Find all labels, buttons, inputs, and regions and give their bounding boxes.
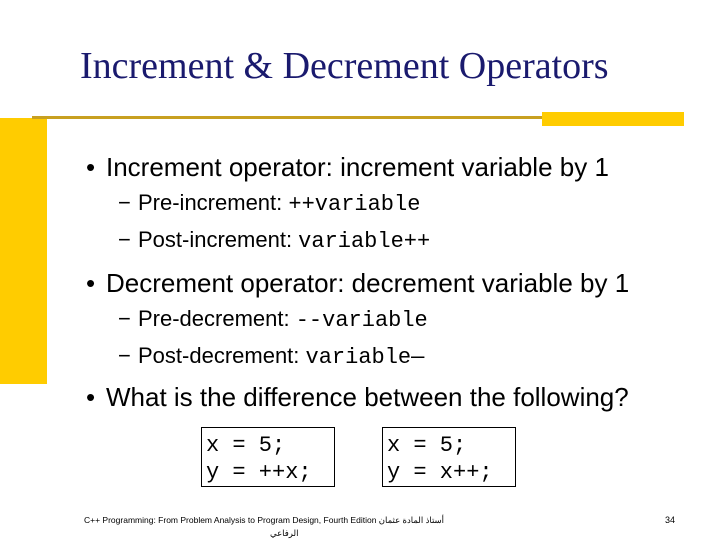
sub-label: Post-decrement: [138, 343, 306, 368]
accent-left-bar [0, 118, 47, 384]
bullet-decrement [86, 268, 629, 299]
sub-code: --variable [295, 308, 428, 333]
code-box-post: x = 5; y = x++; [382, 427, 516, 487]
dash: − [118, 343, 131, 368]
sub-label: Pre-decrement: [138, 306, 296, 331]
dash: − [118, 306, 131, 331]
sub-label: Post-increment: [138, 227, 299, 252]
bullet-text: Increment operator: increment variable by 1 [106, 152, 609, 182]
sub-code: variable++ [298, 229, 431, 254]
bullet-dot: • [86, 152, 96, 182]
footer-citation: C++ Programming: From Problem Analysis to Program Design, Fourth Edition أستاذ المادة عثمان [84, 515, 445, 525]
title-rule [32, 116, 542, 119]
sub-post-decrement [118, 343, 424, 370]
footer-author: الرفاعي [270, 528, 299, 538]
page-number: 34 [665, 515, 676, 525]
sub-code: ++variable [288, 192, 421, 217]
bullet-dot: • [86, 382, 96, 412]
sub-pre-increment [118, 190, 420, 217]
sub-post-increment [118, 227, 430, 254]
accent-right-bar [542, 112, 684, 126]
code-box-pre: x = 5; y = ++x; [201, 427, 335, 487]
bullet-text: Decrement operator: decrement variable by 1 [106, 268, 630, 298]
sub-pre-decrement [118, 306, 428, 333]
sub-code: variable— [305, 345, 425, 370]
dash: − [118, 190, 131, 215]
bullet-text: What is the difference between the following? [106, 382, 629, 412]
dash: − [118, 227, 131, 252]
bullet-increment [86, 152, 609, 183]
bullet-question [86, 382, 629, 413]
sub-label: Pre-increment: [138, 190, 289, 215]
slide-title: Increment & Decrement Operators [80, 45, 609, 87]
bullet-dot: • [86, 268, 96, 298]
